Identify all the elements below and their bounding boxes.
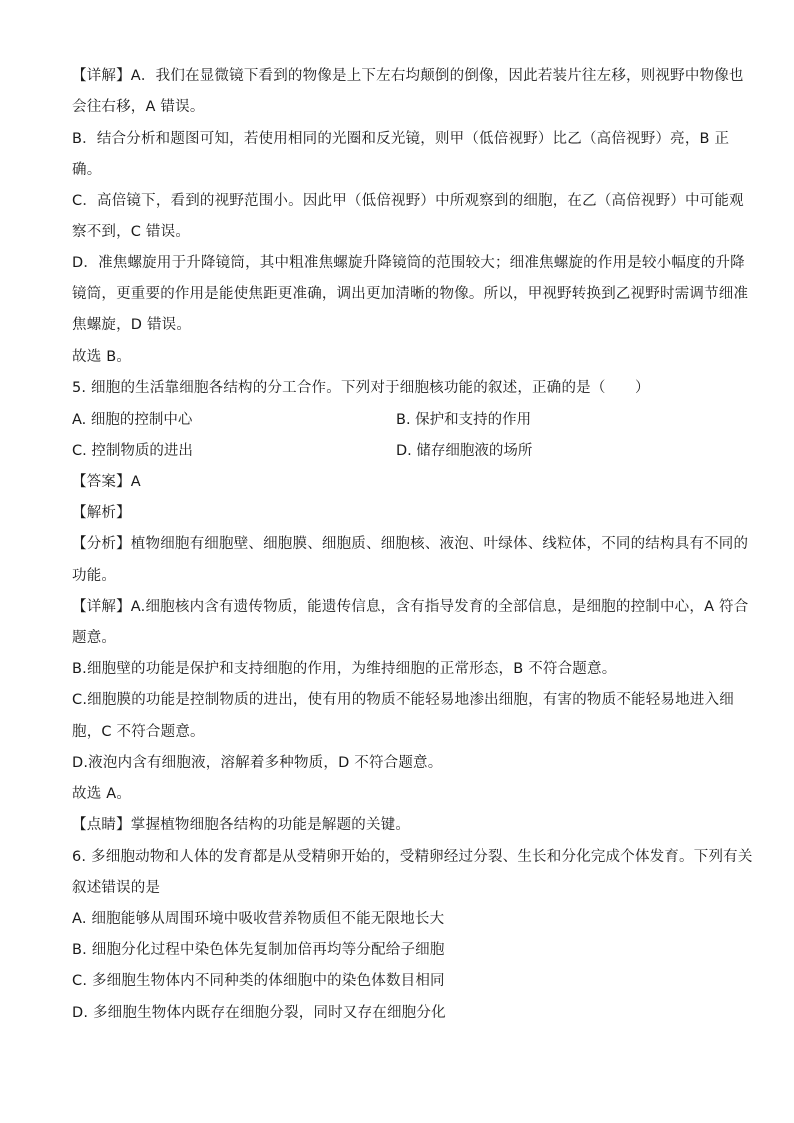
text-line: B.细胞壁的功能是保护和支持细胞的作用，为维持细胞的正常形态，B 不符合题意。: [72, 661, 617, 677]
text-line: 【分析】植物细胞有细胞壁、细胞膜、细胞质、细胞核、液泡、叶绿体、线粒体，不同的结构具有不同的: [72, 536, 749, 552]
text-line: 胞，C 不符合题意。: [72, 724, 205, 740]
text-line: 会往右移，A 错误。: [72, 99, 205, 115]
q6-option-c: C. 多细胞生物体内不同种类的体细胞中的染色体数目相同: [72, 973, 445, 989]
answer-line: 【答案】A: [72, 474, 141, 490]
text-line: 【详解】A.细胞核内含有遗传物质，能遗传信息，含有指导发育的全部信息，是细胞的控制中心，A 符合: [72, 599, 749, 615]
q5-option-c: C. 控制物质的进出: [72, 443, 193, 459]
text-line: 【点睛】掌握植物细胞各结构的功能是解题的关键。: [72, 817, 411, 833]
text-line: 焦螺旋，D 错误。: [72, 317, 192, 333]
text-line: C．高倍镜下，看到的视野范围小。因此甲（低倍视野）中所观察到的细胞，在乙（高倍视野）中可能观: [72, 193, 744, 209]
text-line: 镜筒，更重要的作用是能使焦距更准确，调出更加清晰的物像。所以，甲视野转换到乙视野时需调节细准: [72, 286, 749, 302]
q6-option-d: D. 多细胞生物体内既存在细胞分裂，同时又存在细胞分化: [72, 1005, 446, 1021]
text-line: 功能。: [72, 568, 117, 584]
text-line: D．准焦螺旋用于升降镜筒，其中粗准焦螺旋升降镜筒的范围较大；细准焦螺旋的作用是较小幅度的升降: [72, 255, 745, 271]
analysis-heading: 【解析】: [72, 505, 131, 521]
text-line: C.细胞膜的功能是控制物质的进出，使有用的物质不能轻易地渗出细胞，有害的物质不能轻易地进入细: [72, 692, 734, 708]
text-line: 【详解】A．我们在显微镜下看到的物像是上下左右均颠倒的倒像，因此若装片往左移，则视野中物像也: [72, 68, 744, 84]
question-5: 5. 细胞的生活靠细胞各结构的分工合作。下列对于细胞核功能的叙述，正确的是（ ）: [72, 380, 650, 396]
text-line: D.液泡内含有细胞液，溶解着多种物质，D 不符合题意。: [72, 755, 443, 771]
q5-option-b: B. 保护和支持的作用: [396, 412, 532, 428]
q6-option-b: B. 细胞分化过程中染色体先复制加倍再均等分配给子细胞: [72, 942, 445, 958]
question-6: 6. 多细胞动物和人体的发育都是从受精卵开始的，受精卵经过分裂、生长和分化完成个体发育。下列有关: [72, 849, 753, 865]
text-line: 故选 B。: [72, 349, 132, 365]
text-line: 确。: [72, 162, 102, 178]
text-line: 察不到，C 错误。: [72, 224, 191, 240]
q6-option-a: A. 细胞能够从周围环境中吸收营养物质但不能无限地长大: [72, 911, 445, 927]
q5-option-d: D. 储存细胞液的场所: [396, 443, 533, 459]
q5-option-a: A. 细胞的控制中心: [72, 412, 193, 428]
text-line: 叙述错误的是: [72, 880, 161, 896]
text-line: 题意。: [72, 630, 117, 646]
text-line: B．结合分析和题图可知，若使用相同的光圈和反光镜，则甲（低倍视野）比乙（高倍视野）亮，B 正: [72, 131, 730, 147]
text-line: 故选 A。: [72, 786, 132, 802]
